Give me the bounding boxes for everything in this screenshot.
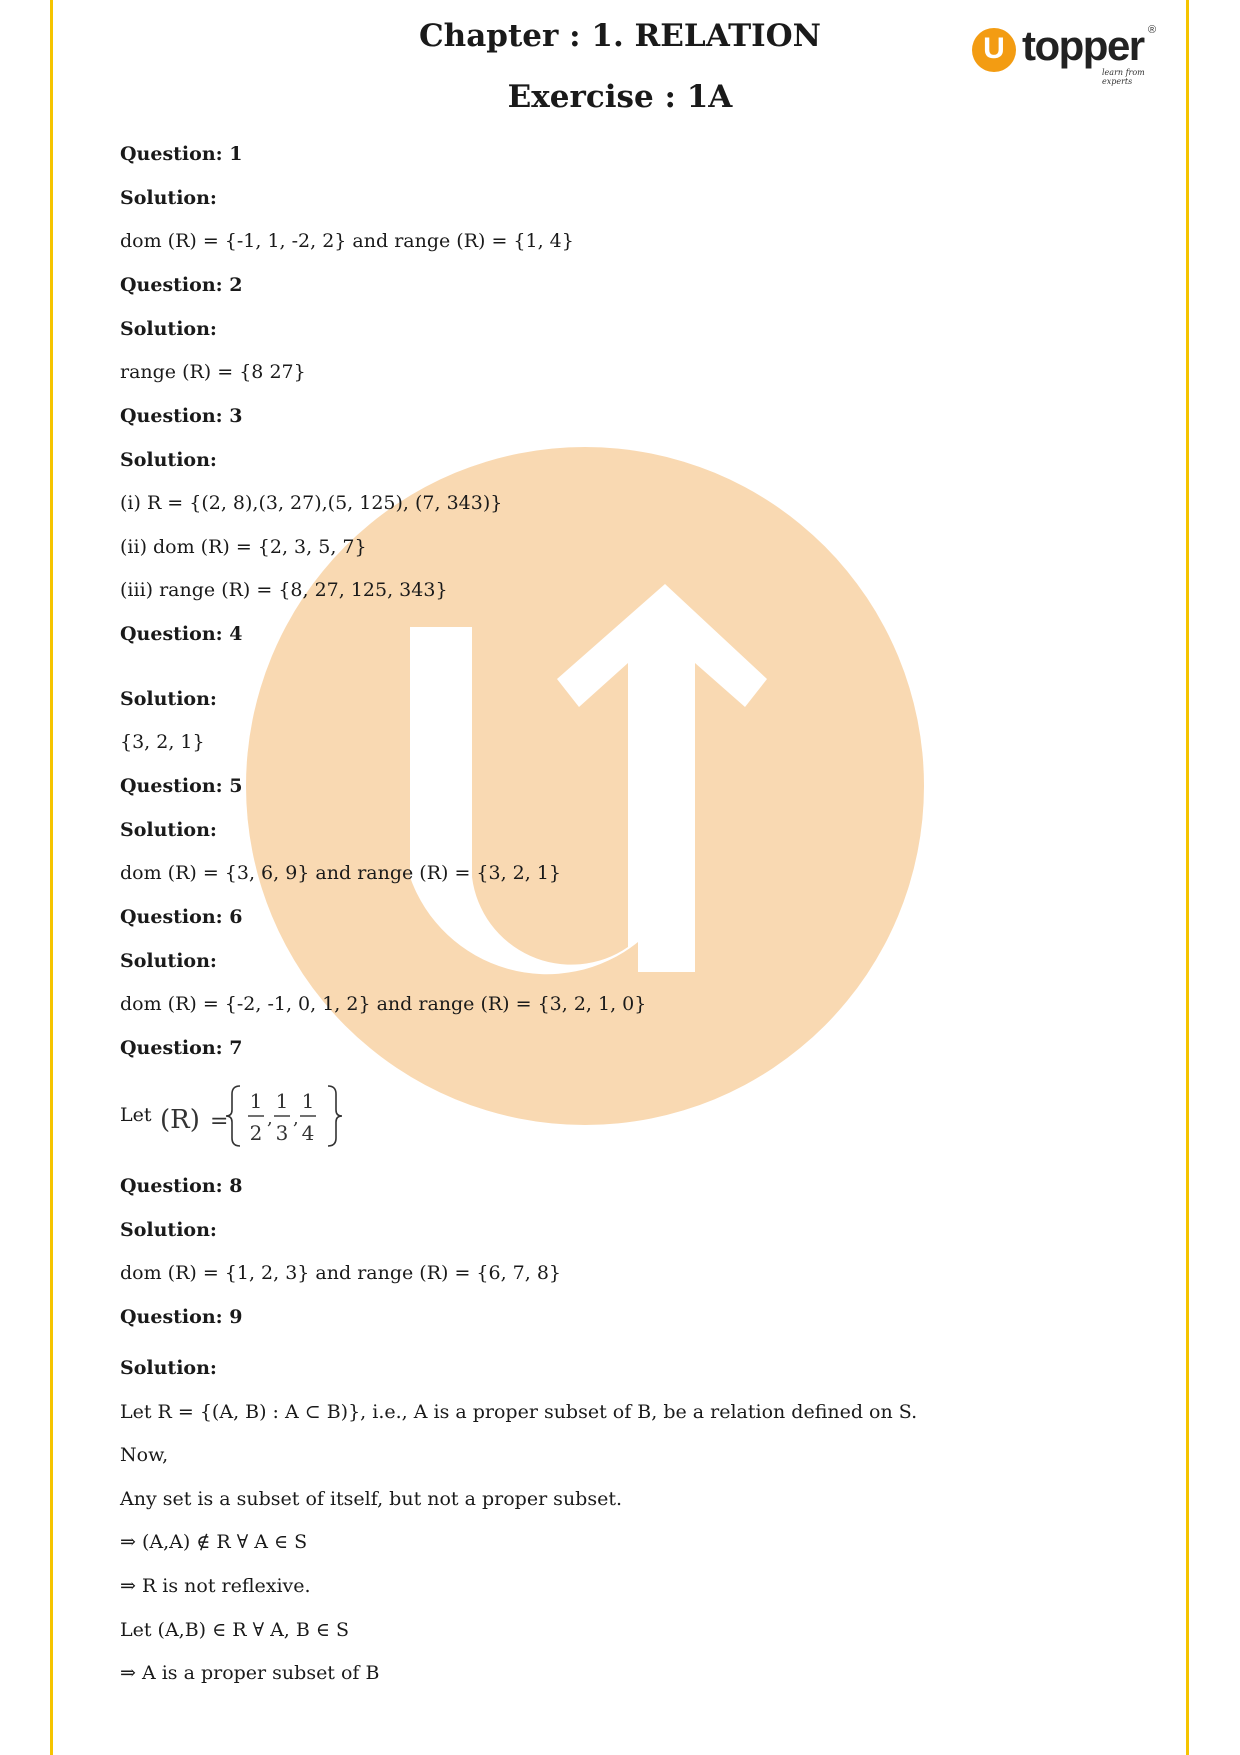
heading-line: Question: 9	[120, 1306, 243, 1328]
logo-tagline: learn from experts	[1102, 68, 1145, 86]
logo-registered-mark: ®	[1148, 24, 1157, 36]
solution-text: ⇒ A is a proper subset of B	[120, 1662, 380, 1684]
solution-text: dom (R) = {-1, 1, -2, 2} and range (R) = {1, 4}	[120, 230, 574, 252]
solution-text: Let (A,B) ∈ R ∀ A, B ∈ S	[120, 1619, 350, 1641]
heading-line: Solution:	[120, 1219, 217, 1241]
q7-comma: ,	[267, 1108, 273, 1129]
logo-brand-text: topper	[1022, 22, 1144, 69]
heading-line: Solution:	[120, 449, 217, 471]
heading-line: Question: 6	[120, 906, 243, 928]
heading-line: Question: 8	[120, 1175, 243, 1197]
heading-line: Solution:	[120, 688, 217, 710]
solution-text: (ii) dom (R) = {2, 3, 5, 7}	[120, 536, 367, 558]
solution-text: (iii) range (R) = {8, 27, 125, 343}	[120, 579, 448, 601]
heading-line: Question: 7	[120, 1037, 243, 1059]
heading-line: Solution:	[120, 819, 217, 841]
heading-line: Solution:	[120, 1357, 217, 1379]
q7-lhs: (R)	[160, 1105, 200, 1135]
q7-equals: =	[210, 1109, 229, 1134]
heading-line: Question: 4	[120, 623, 243, 645]
chapter-title: Chapter : 1. RELATION	[419, 18, 821, 54]
q7-denominator: 2	[249, 1121, 263, 1145]
q7-set-equation	[160, 1080, 360, 1152]
q7-let-label: Let	[120, 1104, 152, 1126]
heading-line: Question: 3	[120, 405, 243, 427]
q7-fractions	[248, 1089, 316, 1145]
heading-line: Solution:	[120, 950, 217, 972]
solution-text: dom (R) = {-2, -1, 0, 1, 2} and range (R) = {3, 2, 1, 0}	[120, 993, 647, 1015]
q7-denominator: 3	[275, 1121, 289, 1145]
page-border-left	[50, 0, 53, 1755]
solution-text: ⇒ R is not reflexive.	[120, 1575, 311, 1597]
q7-numerator: 1	[275, 1089, 289, 1113]
heading-line: Question: 1	[120, 143, 243, 165]
heading-line: Solution:	[120, 187, 217, 209]
page-border-right	[1186, 0, 1189, 1755]
solution-text: Any set is a subset of itself, but not a proper subset.	[120, 1488, 623, 1510]
q7-denominator: 4	[301, 1121, 315, 1145]
heading-line: Question: 2	[120, 274, 243, 296]
q7-numerator: 1	[301, 1089, 315, 1113]
q7-right-brace	[328, 1086, 342, 1146]
heading-line: Question: 5	[120, 775, 243, 797]
solution-text: ⇒ (A,A) ∉ R ∀ A ∈ S	[120, 1531, 308, 1553]
q7-numerator: 1	[249, 1089, 263, 1113]
heading-line: Solution:	[120, 318, 217, 340]
solution-text: (i) R = {(2, 8),(3, 27),(5, 125), (7, 343)}	[120, 492, 503, 514]
solution-text: {3, 2, 1}	[120, 731, 205, 753]
logo-u-icon: U	[972, 28, 1016, 72]
exercise-title: Exercise : 1A	[507, 79, 733, 115]
q7-comma: ,	[293, 1108, 299, 1129]
solution-text: dom (R) = {1, 2, 3} and range (R) = {6, 7, 8}	[120, 1262, 562, 1284]
q7-left-brace	[226, 1086, 240, 1146]
solution-text: Let R = {(A, B) : A ⊂ B)}, i.e., A is a proper subset of B, be a relation defined on S.	[120, 1401, 918, 1423]
solution-text: dom (R) = {3, 6, 9} and range (R) = {3, 2, 1}	[120, 862, 562, 884]
solution-text: range (R) = {8 27}	[120, 361, 306, 383]
solution-text: Now,	[120, 1444, 169, 1466]
